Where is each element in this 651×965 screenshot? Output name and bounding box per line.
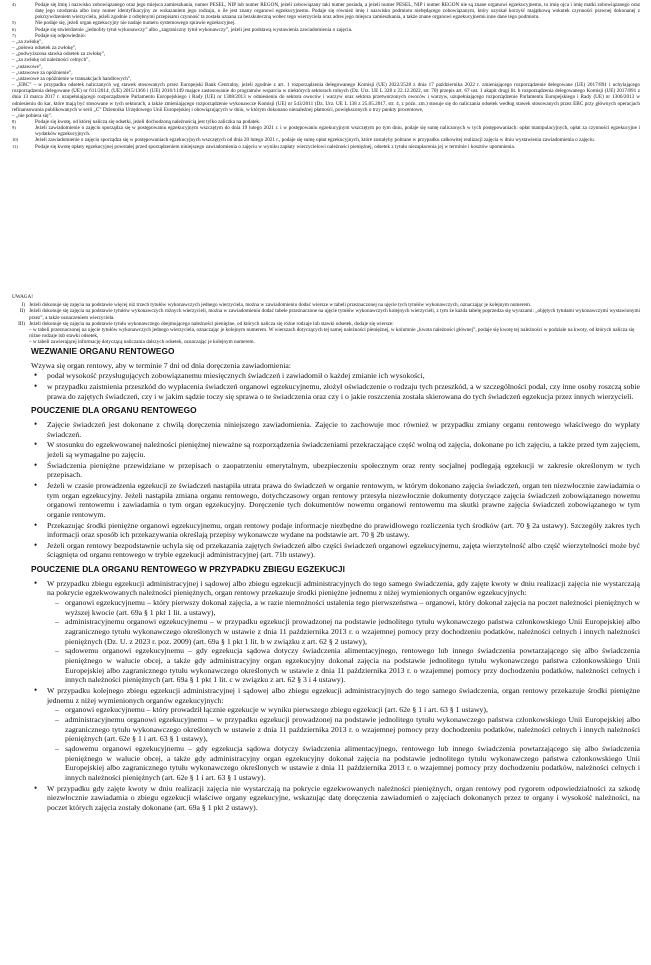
footnote-option: – „nie pobiera się”. [12,112,53,119]
bullet-item: • w przypadku zaistnienia przeszkód do wypłacenia świadczeń organowi egzekucyjnemu, złożył oświadczenie o rodzaju tych przeszkód, a w szczególności podał, czy inne osoby roszczą sobie prawa do zajętych świadczeń, czy i w jakim sądzie toczy się sprawa o te świadczenia oraz czy i o jakie roszczenia została skierowana do tych świadczeń egzekucja przez innych wierzycieli. [31,382,640,401]
footnote: 4) Podaje się imię i nazwisko zobowiązanego oraz jego miejsca zamieszkania, numer PESEL, NIP lub numer REGON, jeżeli zobowiązany taki numer posiada, a jeżeli numer PESEL, NIP i numer REGON nie są znane organowi egzekucyjnemu, to imię ojca i imię matki zobowiązanego oraz datę jego urodzenia albo inny numer identyfikacyjny ze wskazaniem jego rodzaju, o ile jest znany organowi egzekucyjnemu. Podaje się również imię i nazwisko podmiotu niebędącego zobowiązanym, który uzyskał korzyść majątkową wskutek czynności prawnej dokonanej z pokrzywdzeniem wierzyciela, jeżeli zgodnie z odrębnymi przepisami czynność ta została uznana za bezskuteczną wobec tego wierzyciela oraz adres jego miejsca zamieszkania, a także znane organowi egzekucyjnemu inne dane tego podmiotu. [12,2,640,21]
bullet-item [31,686,640,783]
note-subitem: – w tabeli przeznaczonej na ujęcie tytułów wykonawczych jednego wierzyciela, oznaczając je kolejnym numerem. W wierszach dotyczących tej samej należności pieniężnej, w kolumnie „kwota należności głównej”, podaje się kwotę tej należności w podziale na kwoty, od których nalicza się różne rodzaje lub stawki odsetek, [29,327,635,340]
bullet-item: • W stosunku do egzekwowanej należności pieniężnej nieważne są rozporządzenia świadczeniami przekraczające część wolną od zajęcia, dokonane po ich zajęciu, a także przed tym zajęciem, jeżeli są wymagalne po zajęciu. [31,440,640,459]
footnote-option: – „EBC” – w przypadku odsetek naliczanych wg stawek stosowanych przez Europejski Bank Centralny, jeżeli zgodnie z art. 1 rozporządzenia delegowanego Komisji (UE) 2022/2528 z dnia 17 października 2022 r. zmieniającego rozporządzenie delegowane (UE) 2017/891 i uchylającego rozporządzenia delegowane (UE) nr 611/2014, (UE) 2015/1366 i (UE) 2016/1149 mające zastosowanie do programów wsparcia w niektórych sektorach rolnych (Dz. Urz. UE L 328 z 22.12.2022, str. 70) przepis art. 67 ust. 1 akapit drugi lit. b rozporządzenia delegowanego Komisji (UE) 2017/891 z dnia 13 marca 2017 r. uzupełniającego rozporządzenie Parlamentu Europejskiego i Rady (UE) nr 1308/2013 w odniesieniu do sektora owoców i warzyw oraz sektora przetworzonych owoców i warzyw, uzupełniającego rozporządzenie Parlamentu Europejskiego i Rady (UE) nr 1306/2013 w odniesieniu do kar, które mają być stosowane w tych sektorach, a także zmieniającego rozporządzenie wykonawcze Komisji (UE) nr 543/2011 (Dz. Urz. UE L 138 z 25.05.2017, str. 4, z późn. zm.) stosuje się do naliczania odsetek według stawek stosowanych przez EBC przy głównych operacjach refinansowania publikowanych w serii „C” Dziennika Urzędowego Unii Europejskiej i obowiązujących w dniu, w którym dokonano nienależnej płatności, powiększonych o trzy punkty procentowe, [12,82,640,113]
bullet-text: W przypadku kolejnego zbiegu egzekucji administracyjnej i sądowej albo zbiegu egzekucji administracyjnych do tego samego świadczenia, organ rentowy przekazuje środki pieniężne jednemu z niżej wymienionych organów egzekucyjnych: [47,686,640,705]
footnote: 8) Podaje się kwotę, od której nalicza się odsetki, jeżeli dochodzoną należnością jest tylko zaliczka na podatek. [12,118,261,125]
bullet-item [31,579,640,685]
section-title: WEZWANIE ORGANU RENTOWEGO [31,346,175,356]
dash-item: – administracyjnemu organowi egzekucyjnemu – w przypadku egzekucji prowadzonej na podstawie jednolitego tytułu wykonawczego państwa członkowskiego Unii Europejskiej albo zagranicznego tytułu wykonawczego określonych w ustawie z dnia 11 października 2013 r. o wzajemnej pomocy przy dochodzeniu podatków, należności celnych i innych należności pieniężnych (art. 62e § 1 i art. 63 § 1 ustawy), [47,715,640,744]
footnote-option: – „ustawowe za opóźnienie”, [12,69,73,76]
bullet-item: • Jeżeli organ rentowy bezpodstawnie uchyla się od przekazania zajętych świadczeń albo części świadczeń organowi egzekucyjnemu, zajęta wierzytelność albo część wierzytelności może być ściągnięta od organu rentowego w trybie egzekucji administracyjnej (art. 71b ustawy). [31,541,640,560]
note-item: II) Jeżeli dokonuje się zajęcia na podstawie tytułów wykonawczych różnych wierzycieli, można w zawiadomieniu dodać tabele przeznaczone na ujęcie tytułów wykonawczych kolejnych wierzycieli, z tym że każda tabelę poprzedza się wyrazami: „objętych tytułami wykonawczymi wystawionymi przez”, a także oznaczeniem wierzyciela. [19,308,640,321]
footnote: 10) Jeżeli zawiadomienie o zajęciu sporządza się w postępowaniach egzekucyjnych wszczętych od dnia 20 lutego 2021 r., podaje się sumę opłat egzekucyjnych, które zostałyby pobrane w przypadku całkowitej realizacji zajęcia w dniu wystawienia zawiadomienia o zajęciu. [12,137,596,144]
dash-item: – organowi egzekucyjnemu – który prowadził łącznie egzekucje w wyniku pierwszego zbiegu egzekucji (art. 62e § 1 i art. 63 § 1 ustawy), [47,705,640,715]
main-content [31,347,640,818]
bullet-item: • Zajęcie świadczeń jest dokonane z chwilą doręczenia niniejszego zawiadomienia. Zajęcie to zachowuje moc również w przypadku zmiany organu rentowego właściwego do wypłaty świadczeń. [31,420,640,439]
note-item: I) Jeżeli dokonuje się zajęcia na podstawie więcej niż trzech tytułów wykonawczych jednego wierzyciela, można w zawiadomieniu dodać wiersze w tabeli przeznaczonej na ujęcie tych tytułów wykonawczych, oznaczając je kolejnym numerem. [21,302,532,309]
footnote-option: – „za zwłokę od należności celnych”, [12,57,90,64]
footnote-option: – „podwyższona stawka odsetek za zwłokę”, [12,51,106,58]
notes-section [12,294,640,346]
bullet-item: • W przypadku gdy zajęte kwoty w dniu realizacji zajęcia nie wystarczają na pokrycie egzekwowanych należności pieniężnych, organ rentowy pod rygorem odpowiedzialności za szkodę niezwłocznie zawiadamia o zbiegu egzekucji właściwe organy egzekucyjne, wskazując datę doręczenia zawiadomień o zajęciach dokonanych przez te organy i wysokość należności, na poczet których zajęcia zostały dokonane (art. 69a § 1 pkt 2 ustawy). [31,784,640,813]
bullet-item: • podał wysokość przysługujących zobowiązanemu miesięcznych świadczeń i zawiadomił o każdej zmianie ich wysokości, [31,371,640,381]
dash-list [47,705,640,782]
footnote-option: – „połowa odsetek za zwłokę”, [12,45,77,52]
footnotes-section [12,2,640,150]
bullet-list [31,420,640,560]
note-item: III) Jeżeli dokonuje się zajęcia na podstawie tytułu wykonawczego obejmującego należności pieniężne, od których nalicza się różne rodzaje lub stawki odsetek, dodaje się wiersze: [18,320,394,327]
footnote: 6) Podaje się stwierdzenie „jednolity tytuł wykonawczy” albo „zagraniczny tytuł wykonawczy”, jeżeli jest podstawą wystawienia zawiadomienia o zajęciu. [12,26,353,33]
bullet-list [31,579,640,813]
footnote: 11) Podaje się kwotę opłaty egzekucyjnej powstałej przed sporządzeniem niniejszego zawiadomienia o zajęciu w wyniku zapłaty wierzycielowi należności pieniężnej, odsetek z tytułu niezapłacenia jej w terminie i kosztów upomnienia. [12,143,516,150]
footnote-option: – „ustawowe”, [12,63,43,70]
dash-item: – sądowemu organowi egzekucyjnemu – gdy egzekucja sądowa dotyczy świadczenia alimentacyjnego, rentowego lub innego świadczenia powtarzającego się albo świadczenia pieniężnego w walucie obcej, a także gdy administracyjny organ egzekucyjny dokonał zajęcia na podstawie jednolitego tytułu wykonawczego państwa członkowskiego Unii Europejskiej albo zagranicznego tytułu wykonawczego określonych w ustawie z dnia 11 października 2013 r. o wzajemnej pomocy przy dochodzeniu podatków, należności celnych i innych należności pieniężnych (art. 69a § 1 pkt 1 lit. c w związku z art. 62 § 3 i 4 ustawy). [47,646,640,685]
footnote: 5) Nie podaje się, jeżeli organ egzekucyjny nie nadaje numeru systemowego sprawie egzekucyjnej. [12,20,236,27]
footnote: 9) Jeżeli zawiadomienie o zajęciu sporządza się w postępowaniu egzekucyjnym wszczętym do dnia 19 lutego 2021 r. i w postępowaniu egzekucyjnym wszczętym po tym dniu, podaje się sumę naliczonych w tych postępowaniach: opłat manipulacyjnych, opłat za czynności egzekucyjne i wydatków egzekucyjnych. [12,125,640,138]
dash-item: – organowi egzekucyjnemu – który pierwszy dokonał zajęcia, a w razie niemożności ustalenia tego pierwszeństwa – organowi, który dokonał zajęcia na poczet należności pieniężnych w wyższej kwocie (art. 69a § 1 pkt 1 lit. a ustawy), [47,598,640,617]
footnote-option: – „za zwłokę”, [12,38,43,45]
notes-title: UWAGA! [12,294,34,300]
bullet-item: • Jeżeli w czasie prowadzenia egzekucji ze świadczeń nastąpiła utrata prawa do świadczeń w organie rentowym, w którym dokonano zajęcia świadczeń, organ ten niezwłocznie zawiadamia o tym organ egzekucyjny. Jeżeli nastąpiła zmiana organu rentowego, dotychczasowy organ rentowy przesyła niezwłocznie dokumenty dotyczące zajęcia świadczeń zobowiązanego nowemu organowi rentowemu i zawiadamia o tym organ egzekucyjny. Doręczenie tych dokumentów nowemu organowi rentowemu ma skutki prawne zajęcia świadczeń zobowiązanego w tym organie rentowym. [31,481,640,520]
intro-text: Wzywa się organ rentowy, aby w terminie 7 dni od dnia doręczenia zawiadomienia: [31,360,291,370]
bullet-item: • Świadczenia pieniężne przewidziane w przepisach o zaopatrzeniu emerytalnym, ubezpieczeniu społecznym oraz renty socjalnej podlegają egzekucji w zakresie określonym w tych przepisach. [31,461,640,480]
dash-item: – sądowemu organowi egzekucyjnemu – gdy egzekucja sądowa dotyczy świadczenia alimentacyjnego, rentowego lub innego świadczenia powtarzającego się albo świadczenia pieniężnego w walucie obcej, a także gdy administracyjny organ egzekucyjny dokonał zajęcia na podstawie jednolitego tytułu wykonawczego państwa członkowskiego Unii Europejskiej albo zagranicznego tytułu wykonawczego określonych w ustawie z dnia 11 października 2013 r. o wzajemnej pomocy przy dochodzeniu podatków, należności celnych i innych należności pieniężnych (art. 62e § 1 i art. 63 § 1 ustawy). [47,744,640,783]
footnote: 7) Podaje się odpowiednio: [12,32,87,39]
bullet-list [31,371,640,401]
bullet-item: • Przekazując środki pieniężne organowi egzekucyjnemu, organ rentowy podaje informacje niezbędne do prawidłowego rozliczenia tych środków (art. 70 § 2a ustawy). Szczegóły zakres tych informacji oraz sposób ich przekazywania określają przepisy wykonawcze wydane na podstawie art. 70 § 2b ustawy. [31,521,640,540]
dash-list [47,598,640,685]
bullet-text: W przypadku zbiegu egzekucji administracyjnej i sądowej albo zbiegu egzekucji administracyjnych do tego samego świadczenia, gdy zajęte kwoty w dniu realizacji zajęcia nie wystarczają na pokrycie egzekwowanych należności pieniężnych, organ rentowy przekazuje środki pieniężne jednemu z niżej wymienionych organów egzekucyjnych: [47,578,640,598]
note-subitem: – w tabeli zawierającej informację dotyczącą naliczania dalszych odsetek, oznaczając je kolejnym numerem. [29,339,255,346]
section-title: POUCZENIE DLA ORGANU RENTOWEGO [31,405,197,416]
section-title: POUCZENIE DLA ORGANU RENTOWEGO W PRZYPADKU ZBIEGU EGZEKUCJI [31,564,345,575]
dash-item: – administracyjnemu organowi egzekucyjnemu – w przypadku egzekucji prowadzonej na podstawie jednolitego tytułu wykonawczego państwa członkowskiego Unii Europejskiej albo zagranicznego tytułu wykonawczego określonych w ustawie z dnia 11 października 2013 r. o wzajemnej pomocy przy dochodzeniu podatków, należności celnych i innych należności pieniężnych (Dz. U. z 2023 r. poz. 2009) (art. 69a § 1 pkt 1 lit. b w związku z art. 62 § 2 ustawy), [47,617,640,646]
footnote-option: – „ustawowe za opóźnienie w transakcjach handlowych”, [12,75,132,82]
